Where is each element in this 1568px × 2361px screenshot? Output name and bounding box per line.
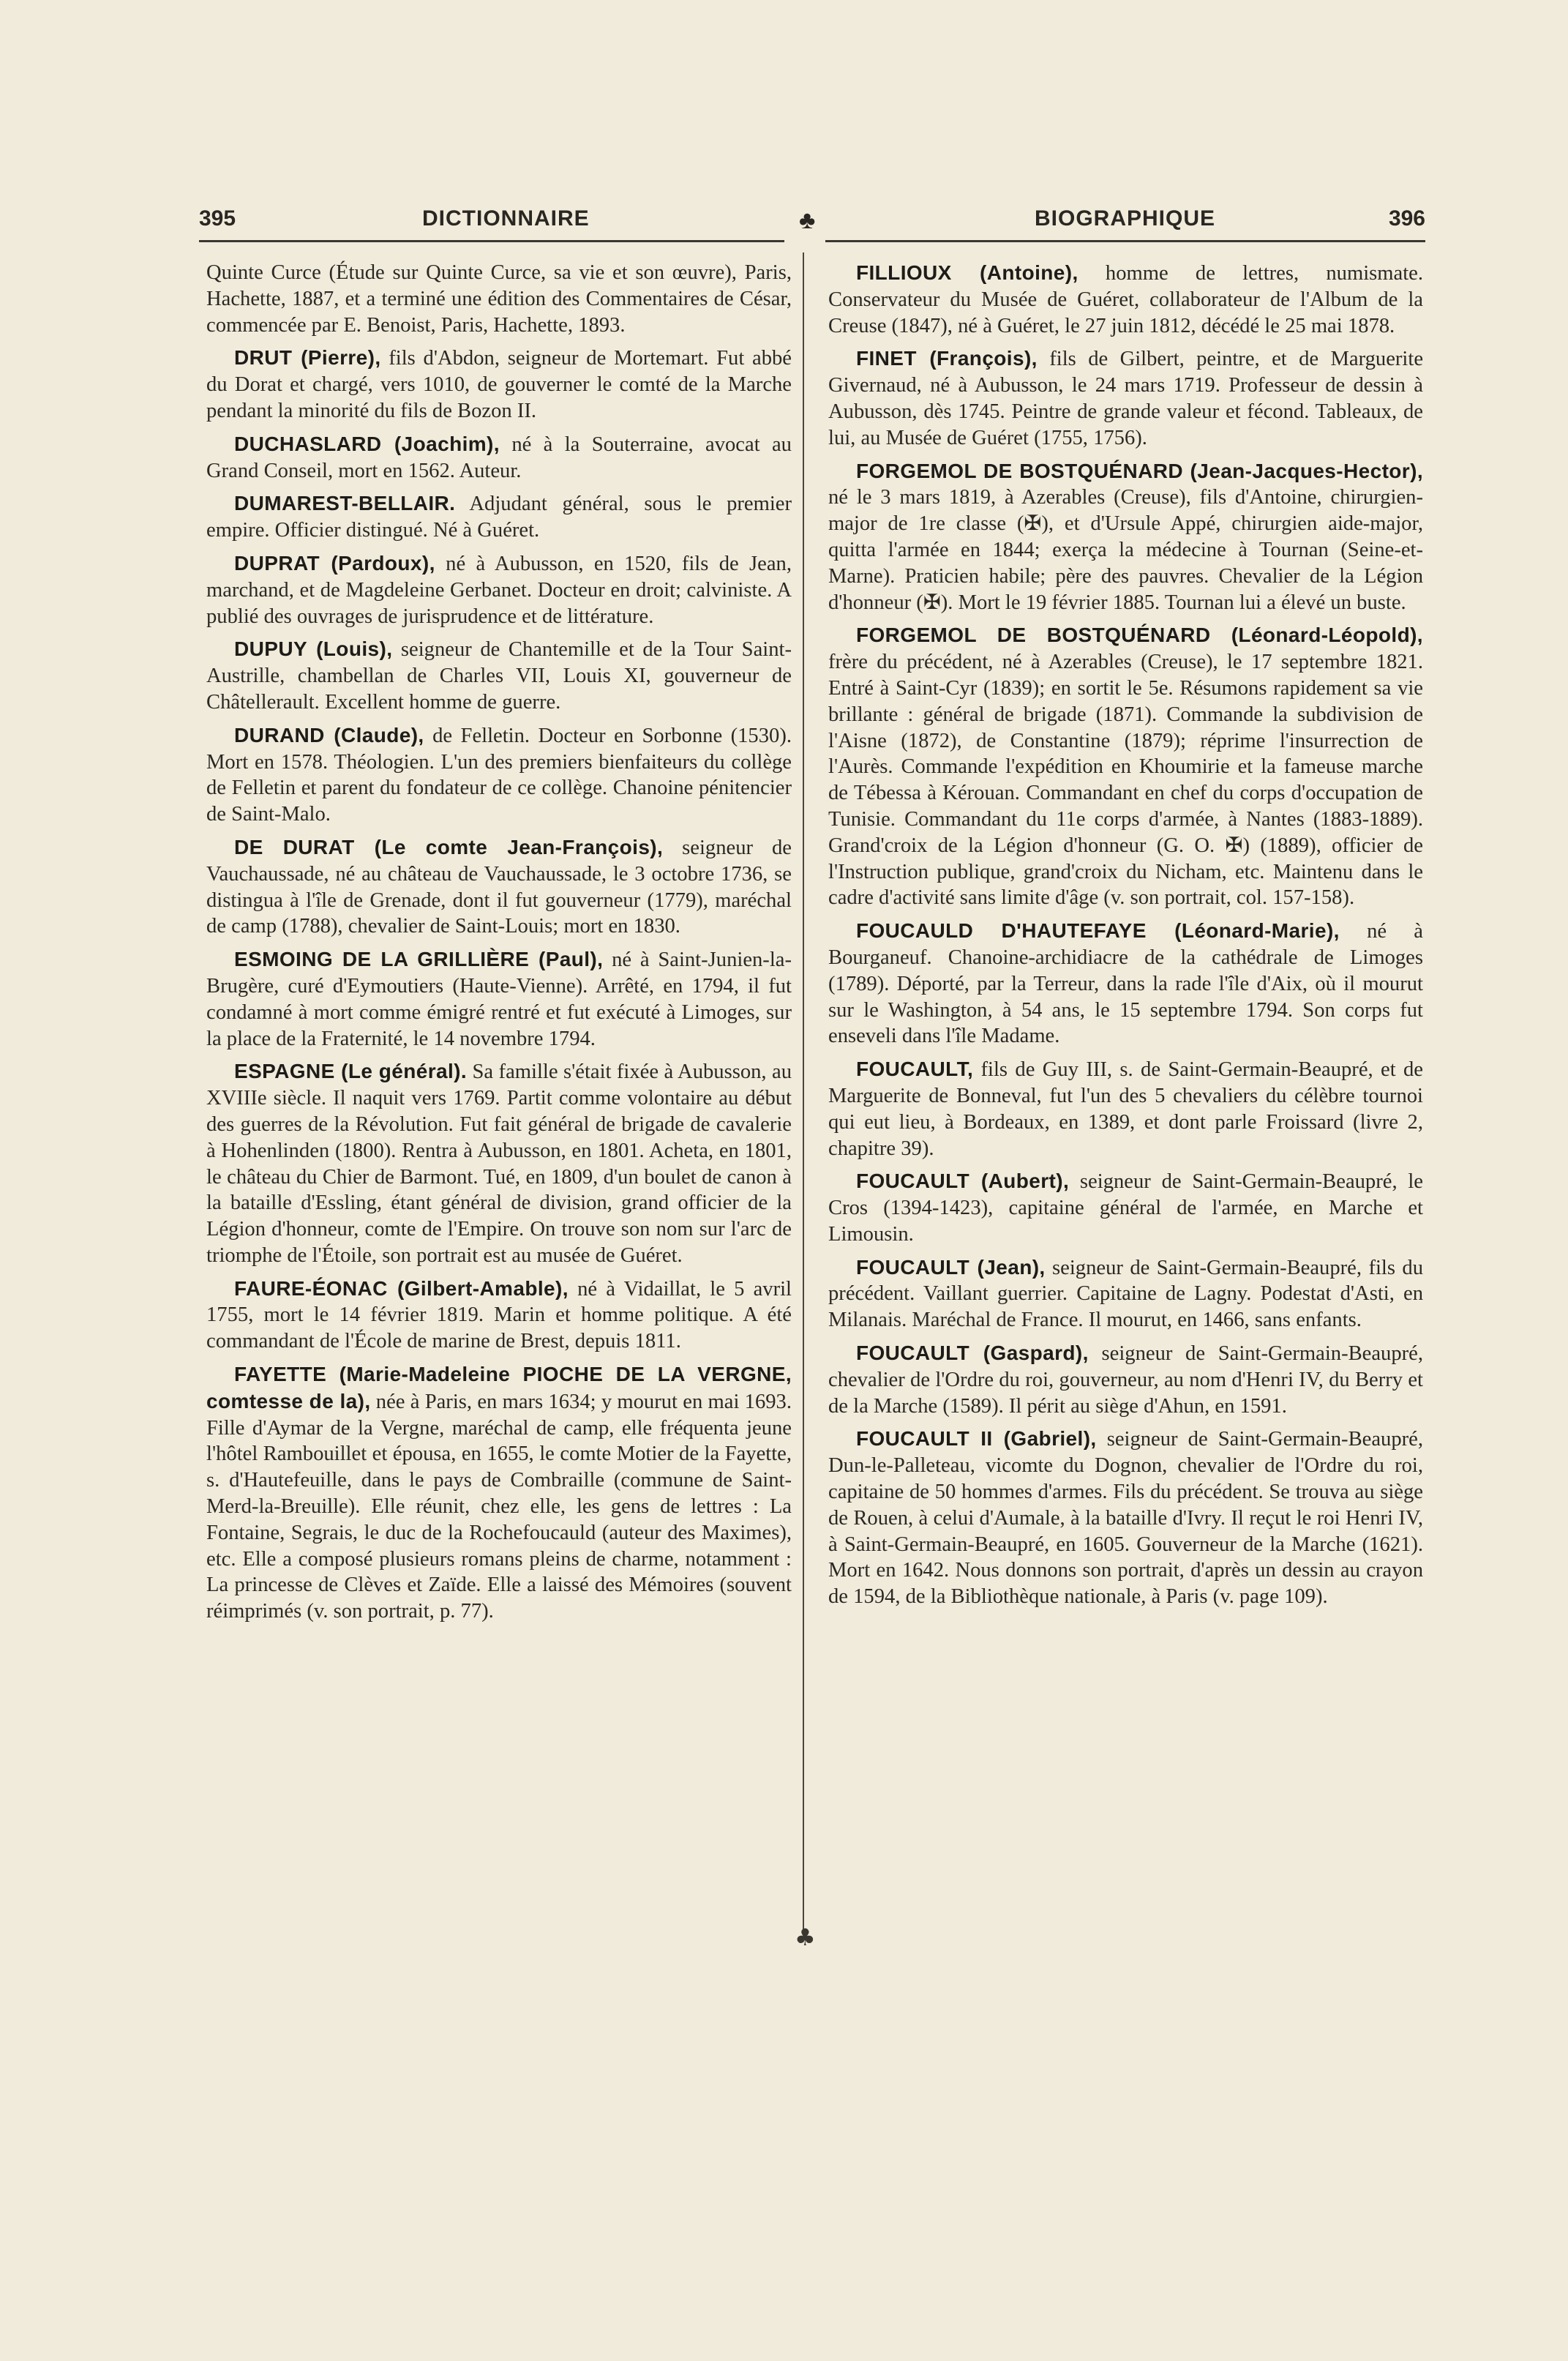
dictionary-entry [206,431,792,484]
entry-headword: FOUCAULT (Gaspard), [856,1342,1089,1365]
entry-text: seigneur de Saint-Germain-Beaupré, fils du précédent. Vaillant guerrier. Capitaine de Lagny. Podestat d'Asti, en Milanais. Maréchal de France. Il mourut, en 1466, sans enfants. [828,1256,1424,1332]
entry-text: né à Saint-Junien-la-Brugère, curé d'Eymoutiers (Haute-Vienne). Arrêté, en 1794, il fut condamné à mort comme émigré rentré et fut exécuté à Limoges, sur la place de la Fraternité, le 14 novembre 1794. [206,948,792,1050]
running-title-right: BIOGRAPHIQUE [1035,206,1216,231]
dictionary-entry [206,345,792,424]
entry-text: Adjudant général, sous le premier empire. Officier distingué. Né à Guéret. [206,493,792,542]
dictionary-entry [828,260,1423,339]
page-number-left: 395 [199,206,236,231]
entry-headword: DURAND (Claude), [234,723,424,747]
dictionary-entry [828,1056,1423,1161]
dictionary-entry [206,946,792,1052]
entry-headword: FOUCAULD D'HAUTEFAYE (Léonard-Marie), [856,919,1340,943]
dictionary-entry [206,1276,792,1355]
entry-headword: FINET (François), [856,347,1038,370]
page-header [199,206,1425,239]
entry-text: seigneur de Saint-Germain-Beaupré, chevalier de l'Ordre du roi, gouverneur, au nom d'Henri IV, du Berry et de la Marche (1589). Il périt au siège d'Ahun, en 1591. [828,1342,1423,1418]
column-divider [803,252,804,1936]
entry-text: né à Vidaillat, le 5 avril 1755, mort le 14 février 1819. Marin et homme politique. A été commandant de l'École de marine de Brest, depuis 1811. [206,1277,792,1353]
dictionary-entry [206,490,792,544]
dictionary-entry [206,1058,792,1268]
dictionary-entry [828,345,1423,451]
entry-text: Sa famille s'était fixée à Aubusson, au XVIIIe siècle. Il naquit vers 1769. Partit comme volontaire au début des guerres de la Révolution. Fut fait général de brigade de cavalerie à Hohenlinden (1800). Rentra à Aubusson, en 1801. Acheta, en 1801, le château du Chier de Barmont. Tué, en 1809, d'un boulet de canon à la bataille d'Essling, étant général de division, grand officier de la Légion d'honneur, comte de l'Empire. On trouve son nom sur l'arc de triomphe de l'Étoile, son portrait est au musée de Guéret. [206,1060,792,1267]
header-ornament-icon: ♣ [799,206,816,234]
entry-headword: FAYETTE (Marie-Madeleine PIOCHE DE LA VERGNE, comtesse de la), [206,1363,792,1413]
entry-headword: DE DURAT (Le comte Jean-François), [234,835,664,858]
left-column [206,260,792,1631]
entry-text: fils d'Abdon, seigneur de Mortemart. Fut abbé du Dorat et chargé, vers 1010, de gouverner le comté de la Marche pendant la minorité du fils de Bozon II. [206,347,792,422]
header-rule-right [825,240,1425,242]
entry-headword: DRUT (Pierre), [234,346,381,370]
entry-text: né à Aubusson, en 1520, fils de Jean, marchand, et de Magdeleine Gerbanet. Docteur en droit; calviniste. A publié des ouvrages de jurisprudence et de littérature. [206,552,792,628]
entry-text: fils de Guy III, s. de Saint-Germain-Beaupré, et de Marguerite de Bonneval, fut l'un des 5 chevaliers du célèbre tournoi qui eut lieu, à Bordeaux, en 1389, et dont parle Froissard (livre 2, chapitre 39). [828,1058,1423,1160]
dictionary-entry [828,1426,1423,1610]
page-number-right: 396 [1388,206,1425,231]
entry-text: née à Paris, en mars 1634; y mourut en mai 1693. Fille d'Aymar de la Vergne, maréchal de camp, elle fréquenta jeune l'hôtel Rambouillet et épousa, en 1655, le comte Motier de la Fayette, s. d'Hautefeuille, dans le pays de Combraille (commune de Saint-Merd-la-Breuille). Elle réunit, chez elle, les gens de lettres : La Fontaine, Segrais, le duc de la Rochefoucauld (auteur des Maximes), etc. Elle a composé plusieurs romans pleins de charme, notamment : La princesse de Clèves et Zaïde. Elle a laissé des Mémoires (souvent réimprimés (v. son portrait, p. 77). [206,1390,792,1623]
dictionary-entry [206,550,792,629]
entry-headword: DUMAREST-BELLAIR. [234,492,456,515]
entry-headword: ESMOING DE LA GRILLIÈRE (Paul), [234,948,604,971]
entry-text: seigneur de Vauchaussade, né au château de Vauchaussade, le 3 octobre 1736, se distingua à l'île de Grenade, dont il fut gouverneur (1779), maréchal de camp (1788), chevalier de Saint-Louis; mort en 1830. [206,836,792,938]
entry-text: homme de lettres, numismate. Conservateur du Musée de Guéret, collaborateur de l'Album de la Creuse (1847), né à Guéret, le 27 juin 1812, décédé le 25 mai 1878. [828,262,1423,337]
entry-text: né à Bourganeuf. Chanoine-archidiacre de la cathédrale de Limoges (1789). Déporté, par la Terreur, dans la rade l'île d'Aix, où il mourut sur le Washington, à 54 ans, le 15 septembre 1794. Son corps fut enseveli dans l'île Madame. [828,920,1423,1048]
entry-headword: DUPUY (Louis), [234,637,393,661]
dictionary-entry [206,260,792,338]
entry-headword: FILLIOUX (Antoine), [856,261,1079,284]
right-column [828,260,1423,1617]
dictionary-entry [206,722,792,828]
dictionary-entry [206,834,792,940]
entry-headword: ESPAGNE (Le général). [234,1060,468,1083]
entry-headword: FOUCAULT, [856,1058,974,1081]
entry-headword: FORGEMOL DE BOSTQUÉNARD (Jean-Jacques-Hector), [856,459,1423,482]
entry-headword: FOUCAULT II (Gabriel), [856,1427,1097,1451]
entry-headword: DUCHASLARD (Joachim), [234,432,500,455]
entry-headword: DUPRAT (Pardoux), [234,551,435,575]
entry-text: né à la Souterraine, avocat au Grand Conseil, mort en 1562. Auteur. [206,433,792,482]
entry-text: seigneur de Chantemille et de la Tour Saint-Austrille, chambellan de Charles VII, Louis XI, gouverneur de Châtellerault. Excellent homme de guerre. [206,638,792,714]
footer-ornament-icon: ♣ [795,1923,816,1951]
entry-text: né le 3 mars 1819, à Azerables (Creuse), fils d'Antoine, chirurgien-major de 1re classe (✠), et d'Ursule Appé, chirurgien aide-major, quitta l'armée en 1844; exerça la médecine à Tournan (Seine-et-Marne). Praticien habile; père des pauvres. Chevalier de la Légion d'honneur (✠). Mort le 19 février 1885. Tournan lui a élevé un buste. [828,486,1423,614]
dictionary-entry [206,636,792,715]
dictionary-entry [828,458,1423,616]
dictionary-entry [828,1254,1423,1333]
entry-text: Quinte Curce (Étude sur Quinte Curce, sa vie et son œuvre), Paris, Hachette, 1887, et a terminé une édition des Commentaires de César, commencée par E. Benoist, Paris, Hachette, 1893. [206,261,792,337]
entry-headword: FORGEMOL DE BOSTQUÉNARD (Léonard-Léopold), [856,624,1423,647]
entry-text: fils de Gilbert, peintre, et de Marguerite Givernaud, né à Aubusson, le 24 mars 1719. Professeur de dessin à Aubusson, dès 1745. Peintre de grande valeur et fécond. Tableaux, de lui, au Musée de Guéret (1755, 1756). [828,348,1424,449]
dictionary-entry [828,1168,1423,1247]
entry-headword: FAURE-ÉONAC (Gilbert-Amable), [234,1276,569,1300]
dictionary-entry [206,1361,792,1625]
dictionary-entry [828,918,1423,1049]
entry-text: seigneur de Saint-Germain-Beaupré, Dun-le-Palleteau, vicomte du Dognon, chevalier de l'Ordre du roi, capitaine de 50 hommes d'armes. Fils du précédent. Se trouva au siège de Rouen, à celui d'Aumale, à la bataille d'Ivry. Il reçut le roi Henri IV, à Saint-Germain-Beaupré, en 1605. Gouverneur de la Marche (1621). Mort en 1642. Nous donnons son portrait, d'après un dessin au crayon de 1594, de la Bibliothèque nationale, à Paris (v. page 109). [828,1428,1423,1609]
dictionary-entry [828,622,1423,911]
entry-text: de Felletin. Docteur en Sorbonne (1530). Mort en 1578. Théologien. L'un des premiers bienfaiteurs du collège de Felletin et parent du fondateur de ce collège. Chanoine pénitencier de Saint-Malo. [206,724,792,826]
dictionary-entry [828,1340,1423,1419]
entry-text: frère du précédent, né à Azerables (Creuse), le 17 septembre 1821. Entré à Saint-Cyr (1839); en sortit le 5e. Résumons rapidement sa vie brillante : général de brigade (1871). Commande la subdivision de l'Aisne (1872), de Constantine (1879); réprime l'insurrection de l'Aurès. Commande l'expédition en Khoumirie et la fameuse marche de Tébessa à Kérouan. Commandant en chef du corps d'occupation de Tunisie. Commandant du 11e corps d'armée, à Nantes (1883-1889). Grand'croix de la Légion d'honneur (G. O. ✠) (1889), officier de l'Instruction publique, grand'croix du Nicham, etc. Maintenu dans le cadre d'activité sans limite d'âge (v. son portrait, col. 157-158). [828,651,1423,910]
header-rule-left [199,240,784,242]
running-title-left: DICTIONNAIRE [422,206,590,231]
entry-headword: FOUCAULT (Jean), [856,1255,1046,1279]
entry-text: seigneur de Saint-Germain-Beaupré, le Cros (1394-1423), capitaine général de l'armée, en Marche et Limousin. [828,1170,1423,1246]
entry-headword: FOUCAULT (Aubert), [856,1170,1070,1193]
